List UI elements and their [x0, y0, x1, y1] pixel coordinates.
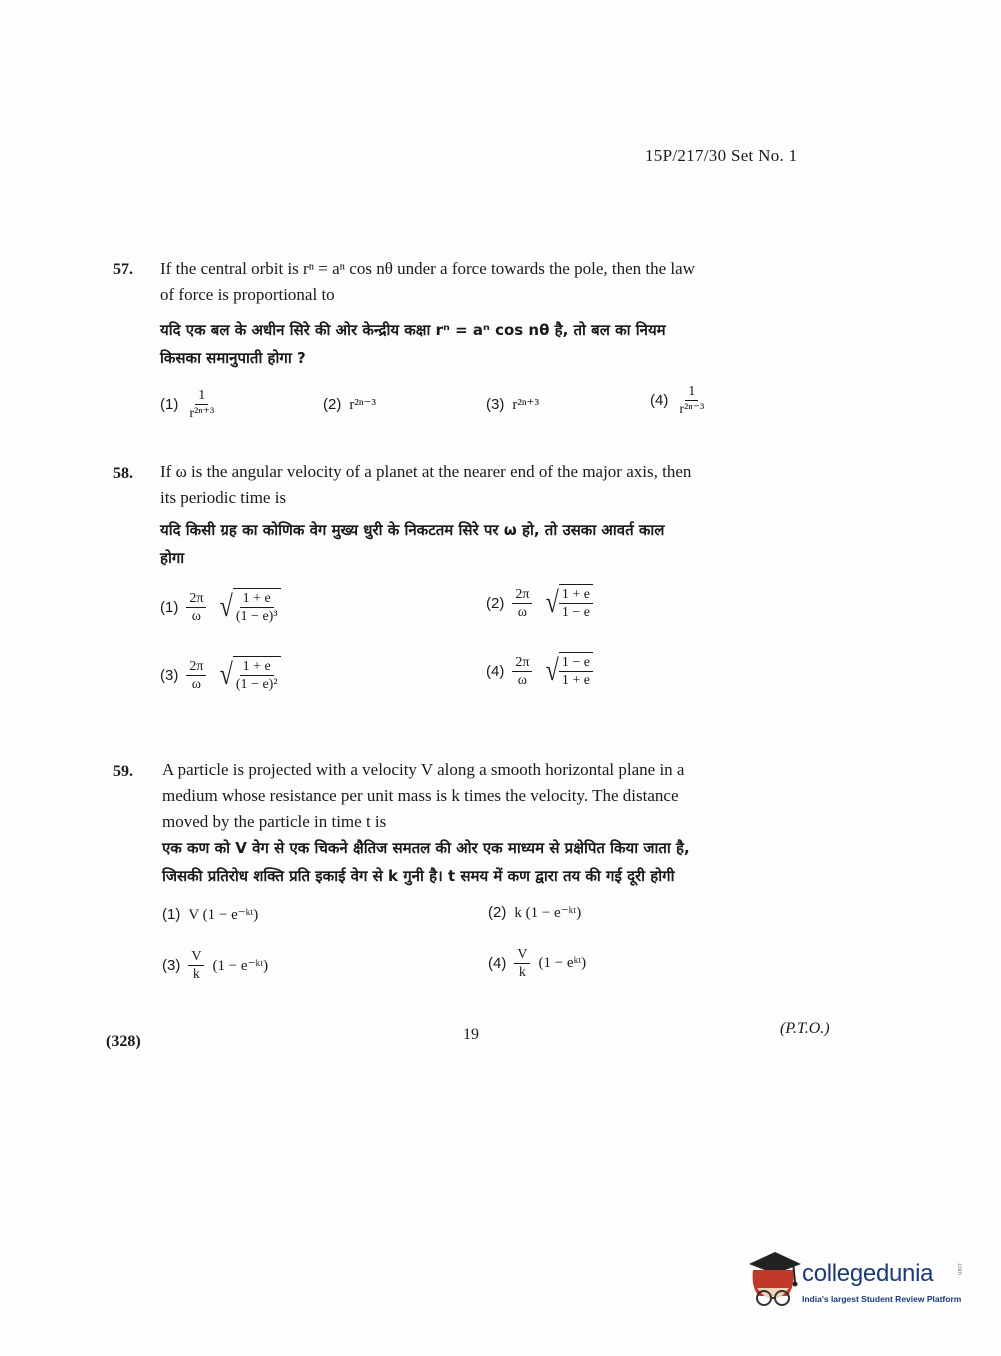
- option-label: (3): [160, 666, 179, 684]
- radical-sign: √: [546, 654, 560, 687]
- question-text-hi: [160, 516, 664, 572]
- question-text-en: [160, 459, 691, 511]
- fraction: [512, 586, 532, 621]
- question-text-hi: [162, 834, 690, 890]
- option-1: [160, 588, 281, 626]
- numerator: 1 + e: [559, 586, 593, 604]
- logo-tagline: India's largest Student Review Platform: [802, 1294, 962, 1304]
- option-label: (1): [160, 396, 179, 413]
- text-line: जिसकी प्रतिरोध शक्ति प्रति इकाई वेग से k गुनी है। t समय में कण द्वारा तय की गई दूरी होगी: [162, 867, 675, 885]
- option-label: (4): [486, 662, 505, 680]
- square-root: [544, 584, 593, 622]
- option-expression: k (1 − e⁻ᵏᵗ): [514, 905, 582, 921]
- radicand: [559, 584, 593, 622]
- text-line: its periodic time is: [160, 488, 287, 507]
- denominator: 1 + e: [561, 673, 590, 688]
- option-2: [323, 395, 376, 414]
- option-3: [160, 656, 281, 694]
- option-2: [488, 903, 581, 922]
- option-label: (4): [488, 955, 507, 972]
- denominator: (1 − e)²: [235, 677, 278, 692]
- radicand: [233, 588, 281, 626]
- option-4: [650, 383, 707, 418]
- option-1: [160, 387, 217, 422]
- question-number: 58.: [113, 465, 133, 482]
- pto-label: (P.T.O.): [780, 1020, 830, 1037]
- option-3: [162, 948, 268, 983]
- fraction: [188, 948, 204, 983]
- option-4: [486, 652, 593, 690]
- square-root: [218, 588, 280, 626]
- question-number: 59.: [113, 763, 133, 780]
- option-expression: r²ⁿ⁺³: [512, 397, 539, 413]
- denominator: 1 − e: [561, 605, 590, 620]
- paper-code: 15P/217/30 Set No. 1: [645, 146, 798, 165]
- option-expression: V (1 − e⁻ᵏᵗ): [188, 907, 259, 923]
- denominator: ω: [517, 672, 527, 688]
- text-line: एक कण को V वेग से एक चिकने क्षैतिज समतल की ओर एक माध्यम से प्रक्षेपित किया जाता है,: [162, 839, 690, 857]
- text-line: किसका समानुपाती होगा ?: [160, 349, 306, 367]
- text-line: If the central orbit is rⁿ = aⁿ cos nθ under a force towards the pole, then the law: [160, 259, 695, 278]
- option-label: (2): [488, 904, 507, 921]
- text-line: of force is proportional to: [160, 285, 335, 304]
- radicand: [559, 652, 593, 690]
- numerator: 2π: [512, 654, 532, 672]
- fraction: [514, 946, 530, 981]
- numerator: V: [514, 946, 530, 964]
- denominator: ω: [517, 604, 527, 620]
- denominator: ω: [191, 608, 201, 624]
- logo-suffix: .com: [956, 1262, 962, 1276]
- collegedunia-logo: [745, 1248, 975, 1318]
- fraction: [186, 387, 217, 422]
- radicand: [233, 656, 281, 694]
- fraction: [676, 383, 707, 418]
- text-line: यदि एक बल के अधीन सिरे की ओर केन्द्रीय कक्षा rⁿ = aⁿ cos nθ है, तो बल का नियम: [160, 321, 666, 339]
- option-expression: (1 − e⁻ᵏᵗ): [212, 958, 269, 974]
- square-root: [544, 652, 593, 690]
- option-label: (1): [162, 906, 181, 923]
- numerator: 2π: [186, 658, 206, 676]
- mascot-icon: [745, 1248, 803, 1316]
- text-line: moved by the particle in time t is: [162, 812, 387, 831]
- denominator: r²ⁿ⁺³: [189, 406, 215, 421]
- option-3: [486, 395, 539, 414]
- text-line: होगा: [160, 549, 185, 567]
- fraction: [559, 654, 593, 689]
- option-2: [486, 584, 593, 622]
- question-text-en: [162, 757, 842, 835]
- fraction: [233, 658, 281, 693]
- numerator: 1 + e: [240, 658, 274, 676]
- numerator: 2π: [186, 590, 206, 608]
- option-4: [488, 946, 586, 981]
- denominator: k: [518, 965, 526, 980]
- text-line: medium whose resistance per unit mass is k times the velocity. The distance: [162, 786, 679, 805]
- option-label: (2): [486, 594, 505, 612]
- option-1: [162, 905, 258, 924]
- question-text-en: [160, 256, 695, 308]
- fraction: [559, 586, 593, 621]
- numerator: 1 + e: [240, 590, 274, 608]
- option-expression: r²ⁿ⁻³: [349, 397, 376, 413]
- numerator: 1: [195, 387, 208, 405]
- fraction: [233, 590, 281, 625]
- text-line: A particle is projected with a velocity V along a smooth horizontal plane in a: [162, 760, 685, 779]
- denominator: r²ⁿ⁻³: [679, 402, 705, 417]
- question-number: 57.: [113, 261, 133, 278]
- numerator: 1: [685, 383, 698, 401]
- logo-wordmark: collegedunia: [802, 1260, 934, 1287]
- option-label: (1): [160, 598, 179, 616]
- option-label: (3): [162, 957, 181, 974]
- fraction: [186, 658, 206, 693]
- fraction: [512, 654, 532, 689]
- fraction: [186, 590, 206, 625]
- square-root: [218, 656, 280, 694]
- denominator: ω: [191, 676, 201, 692]
- question-text-hi: [160, 316, 666, 372]
- numerator: 2π: [512, 586, 532, 604]
- option-label: (4): [650, 392, 669, 409]
- text-line: If ω is the angular velocity of a planet at the nearer end of the major axis, then: [160, 462, 692, 481]
- option-label: (2): [323, 396, 342, 413]
- radical-sign: √: [220, 658, 234, 691]
- radical-sign: √: [546, 586, 560, 619]
- numerator: 1 − e: [559, 654, 593, 672]
- denominator: (1 − e)³: [235, 609, 278, 624]
- radical-sign: √: [220, 590, 234, 623]
- option-label: (3): [486, 396, 505, 413]
- denominator: k: [192, 967, 200, 982]
- page-number: 19: [463, 1026, 479, 1043]
- option-expression: (1 − eᵏᵗ): [538, 955, 587, 971]
- footer-code: (328): [106, 1033, 141, 1050]
- numerator: V: [188, 948, 204, 966]
- text-line: यदि किसी ग्रह का कोणिक वेग मुख्य धुरी के निकटतम सिरे पर ω हो, तो उसका आवर्त काल: [160, 521, 665, 539]
